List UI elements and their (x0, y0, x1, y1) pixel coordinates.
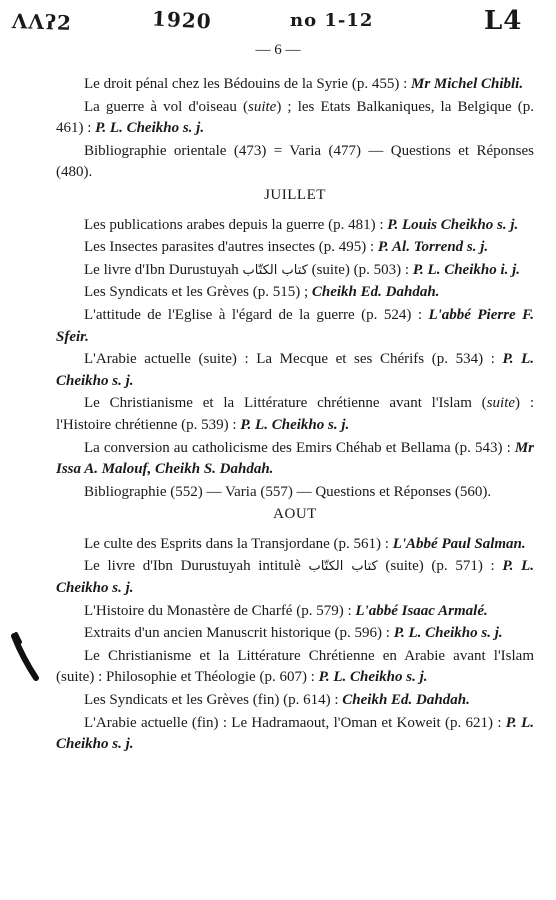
entry-text: Le livre d'Ibn Durustuyah (84, 261, 243, 278)
handwritten-reference: ɅɅʔ2 (11, 8, 73, 36)
handwritten-issue: no 1-12 (290, 10, 374, 31)
entry-italic: suite (486, 395, 516, 412)
section-heading-aout: AOUT (273, 506, 317, 523)
entry-author: P. L. Cheikho s. j. (56, 714, 534, 753)
entry-text: ) ; les Etats Balkaniques, la Belgique (p. 461) : (56, 98, 534, 137)
entry-text: Le culte des Esprits dans la Transjordane (p. 561) : (84, 535, 393, 552)
list-item (56, 305, 534, 348)
page-number: — 6 — (255, 42, 301, 58)
list-item (56, 623, 534, 645)
entry-author: L'abbé Isaac Armalé. (355, 602, 488, 619)
list-item (56, 690, 534, 712)
entry-author: P. L. Cheikho s. j. (56, 558, 534, 597)
entry-author: P. L. Cheikho s. j. (56, 351, 534, 389)
list-item (56, 260, 534, 282)
entry-author: Mr Issa A. Malouf, Cheikh S. Dahdah. (56, 439, 534, 478)
entry-text: L'Arabie actuelle (suite) : La Mecque et ses Chérifs (p. 534) : (84, 351, 503, 368)
handwritten-year: 1920 (151, 6, 213, 34)
list-item (56, 282, 534, 304)
entry-text: Les Syndicats et les Grèves (p. 515) ; (84, 284, 312, 301)
entry-author: Cheikh Ed. Dahdah. (311, 284, 440, 301)
entry-text: Le Christianisme et la Littérature Chrétienne en Arabie avant l'Islam (suite) : Philosophie et Théologie (p. 607) : (56, 647, 534, 686)
entry-text: (suite) (p. 503) : (307, 261, 413, 278)
list-item (56, 141, 534, 184)
entry-text: Le droit pénal chez les Bédouins de la Syrie (p. 455) : (84, 76, 411, 92)
entry-author: P. L. Cheikho s. j. (95, 120, 205, 137)
entry-author: P. L. Cheikho s. j. (240, 416, 350, 433)
entry-text: (suite) (p. 571) : (377, 558, 503, 575)
entry-text: L'Histoire du Monastère de Charfé (p. 579) : (84, 602, 356, 619)
list-item (56, 97, 534, 140)
entry-text: La conversion au catholicisme des Emirs Chéhab et Bellama (p. 543) : (84, 439, 515, 456)
entry-text: Les Syndicats et les Grèves (fin) (p. 614) : (84, 692, 343, 709)
entry-text: Le livre d'Ibn Durustuyah intitulè (84, 558, 309, 575)
entry-author: P. L. Cheikho i. j. (412, 261, 521, 278)
entry-author: P. L. Cheikho s. j. (318, 669, 428, 686)
entry-text: Les Insectes parasites d'autres insectes (p. 495) : (84, 239, 378, 256)
entry-author: Cheikh Ed. Dahdah. (342, 692, 470, 709)
list-item (56, 215, 534, 237)
entry-author: P. Al. Torrend s. j. (377, 239, 489, 256)
entry-author: Mr Michel Chibli. (411, 76, 524, 92)
table-of-contents (56, 74, 534, 757)
entry-author: P. Louis Cheikho s. j. (387, 216, 519, 233)
handwritten-mark: L4 (484, 6, 523, 36)
list-item (56, 601, 534, 623)
list-item (56, 438, 534, 481)
entry-text: La guerre à vol d'oiseau ( (84, 98, 248, 115)
list-item (56, 482, 534, 504)
entry-author: L'abbé Pierre F. Sfeir. (56, 306, 534, 345)
section-heading-juillet: JUILLET (264, 186, 326, 203)
list-item (56, 237, 534, 259)
entry-text: Bibliographie orientale (473) = Varia (477) — Questions et Réponses (480). (56, 142, 534, 181)
list-item (56, 349, 534, 392)
list-item (56, 534, 534, 556)
entry-text: Extraits d'un ancien Manuscrit historique (p. 596) : (84, 625, 394, 642)
list-item (56, 713, 534, 756)
arabic-title: كتاب الكتّاب (308, 559, 378, 575)
entry-text: L'Arabie actuelle (fin) : Le Hadramaout, l'Oman et Koweit (p. 621) : (84, 714, 506, 731)
entry-text: Le Christianisme et la Littérature chrétienne avant l'Islam ( (84, 395, 487, 412)
list-item (56, 646, 534, 689)
list-item (56, 393, 534, 436)
arabic-title: كتاب الكتّاب (242, 262, 308, 278)
ink-stroke-mark (10, 632, 40, 682)
entry-text: ) : l'Histoire chrétienne (p. 539) : (56, 395, 534, 433)
entry-author: L'Abbé Paul Salman. (392, 535, 526, 552)
entry-text: Bibliographie (552) — Varia (557) — Questions et Réponses (560). (84, 483, 492, 500)
entry-text: L'attitude de l'Eglise à l'égard de la guerre (p. 524) : (84, 306, 429, 323)
entry-author: P. L. Cheikho s. j. (393, 625, 503, 642)
list-item (56, 556, 534, 599)
list-item (56, 74, 534, 96)
entry-text: Les publications arabes depuis la guerre (p. 481) : (84, 216, 388, 233)
entry-italic: suite (247, 98, 277, 115)
